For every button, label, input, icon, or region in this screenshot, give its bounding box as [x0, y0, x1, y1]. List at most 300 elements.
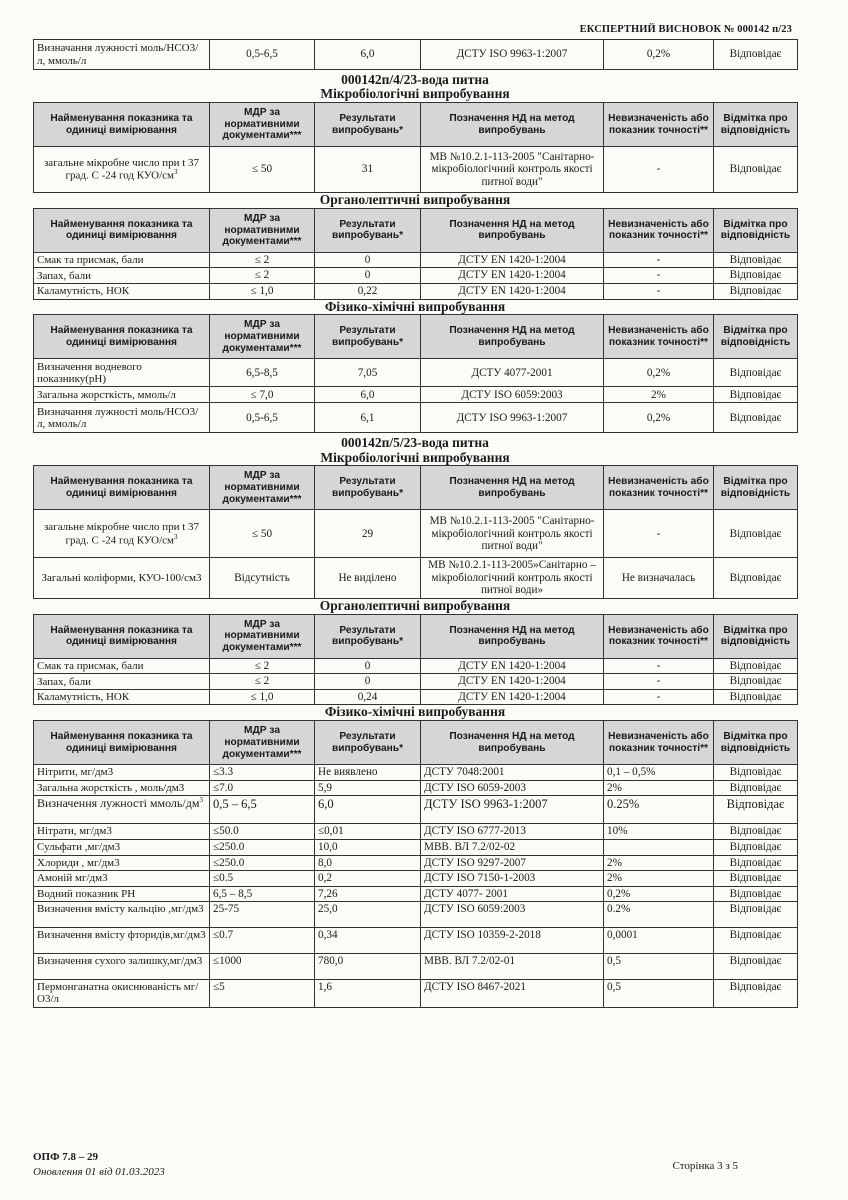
compliance-mark-text: Відповідає — [729, 856, 782, 869]
mdr-value — [210, 902, 315, 928]
uncertainty-text: 2% — [651, 388, 666, 401]
compliance-mark-text: Відповідає — [729, 659, 782, 672]
indicator-name — [34, 359, 210, 387]
uncertainty-text: 0,2% — [607, 887, 631, 900]
test-result — [315, 871, 421, 887]
test-result — [315, 283, 421, 299]
col-header-result: Результати випробувань* — [315, 466, 421, 510]
uncertainty — [604, 980, 714, 1008]
col-header-result: Результати випробувань* — [315, 208, 421, 252]
uncertainty — [604, 886, 714, 902]
mdr-value: 0,5-6,5 — [210, 40, 315, 70]
compliance-mark — [714, 403, 798, 433]
test-result — [315, 765, 421, 781]
method-doc-text: МВ №10.2.1-113-2005 "Санітарно-мікробіологічний контроль якості питної води" — [429, 515, 595, 553]
test-result — [315, 147, 421, 193]
col-header-result: Результати випробувань* — [315, 721, 421, 765]
compliance-mark — [714, 796, 798, 824]
test-result — [315, 796, 421, 824]
uncertainty-text: 0,5 — [607, 981, 621, 994]
table-row — [34, 954, 798, 980]
uncertainty — [604, 954, 714, 980]
section-title-phys: Фізико-хімічні випробування — [324, 298, 506, 314]
indicator-name-text: Каламутність, НОК — [37, 285, 130, 298]
method-doc-text: МВВ. ВЛ 7.2/02-02 — [424, 840, 516, 853]
compliance-mark — [714, 839, 798, 855]
test-result-text: 29 — [361, 527, 374, 540]
section-title-phys: Фізико-хімічні випробування — [324, 704, 506, 720]
test-result — [315, 359, 421, 387]
uncertainty-text: - — [656, 269, 661, 282]
col-header-name: Найменування показника та одиниці вимірювання — [34, 614, 210, 658]
compliance-mark — [714, 268, 798, 284]
uncertainty-text: 2% — [607, 856, 622, 869]
compliance-mark-text: Відповідає — [729, 872, 782, 885]
compliance-mark-text: Відповідає — [729, 284, 782, 297]
indicator-name-text: Водний показник РН — [37, 887, 136, 900]
mdr-value-text: ≤ 50 — [251, 163, 273, 176]
uncertainty-text: - — [656, 690, 661, 703]
mdr-value — [210, 796, 315, 824]
indicator-name-text: Визначення сухого залишку,мг/дм3 — [37, 955, 203, 968]
uncertainty — [604, 855, 714, 871]
mdr-value-text: 6,5-8,5 — [246, 366, 278, 379]
indicator-name — [34, 268, 210, 284]
mdr-value — [210, 980, 315, 1008]
compliance-mark — [714, 689, 798, 705]
superscript: 3 — [173, 532, 178, 541]
table-row — [34, 780, 798, 796]
indicator-name — [34, 558, 210, 599]
mdr-value — [210, 928, 315, 954]
indicator-name-text: Запах, бали — [37, 675, 91, 688]
table-row — [34, 252, 798, 268]
col-header-mark: Відмітка про відповідність — [714, 103, 798, 147]
table-row — [34, 359, 798, 387]
col-header-result: Результати випробувань* — [315, 103, 421, 147]
method-doc: ДСТУ ISO 9963-1:2007 — [421, 40, 604, 70]
test-result-text: 1,6 — [318, 981, 332, 994]
mdr-value-text: ≤ 2 — [254, 675, 270, 688]
method-doc-text: ДСТУ ISO 6777-2013 — [424, 825, 526, 838]
indicator-name — [34, 980, 210, 1008]
indicator-name — [34, 824, 210, 840]
uncertainty — [604, 674, 714, 690]
table-row — [34, 403, 798, 433]
col-header-mdr: МДР за нормативними документами*** — [210, 614, 315, 658]
table-row — [34, 871, 798, 887]
indicator-name-text: Нітрити, мг/дм3 — [37, 766, 114, 779]
indicator-name-text: Визначення лужності ммоль/дм — [37, 796, 200, 811]
table-row — [34, 268, 798, 284]
method-doc-text: ДСТУ 4077-2001 — [471, 366, 553, 379]
indicator-name-text: Запах, бали — [37, 269, 91, 282]
indicator-name-text: Смак та присмак, бали — [37, 659, 144, 672]
indicator-name-text: Каламутність, НОК — [37, 691, 130, 704]
indicator-name — [34, 510, 210, 558]
col-header-mark: Відмітка про відповідність — [714, 614, 798, 658]
phys-table — [33, 720, 798, 1007]
table-row — [34, 387, 798, 403]
mdr-value-text: 0,5 – 6,5 — [213, 797, 257, 812]
table-row — [34, 674, 798, 690]
mdr-value — [210, 954, 315, 980]
compliance-mark — [714, 824, 798, 840]
page-number: Сторінка 3 з 5 — [672, 1160, 738, 1172]
col-header-uncertainty: Невизначеність або показник точності** — [604, 315, 714, 359]
mdr-value — [210, 387, 315, 403]
method-doc-text: ДСТУ ISO 9297-2007 — [424, 856, 526, 869]
uncertainty — [604, 765, 714, 781]
col-header-mark: Відмітка про відповідність — [714, 315, 798, 359]
table-header-row — [34, 721, 798, 765]
test-result-text: 25,0 — [318, 903, 338, 916]
indicator-name-text: Нітрати, мг/дм3 — [37, 825, 112, 838]
mdr-value — [210, 510, 315, 558]
col-header-result: Результати випробувань* — [315, 315, 421, 359]
uncertainty — [604, 403, 714, 433]
compliance-mark — [714, 359, 798, 387]
uncertainty — [604, 283, 714, 299]
indicator-name — [34, 780, 210, 796]
uncertainty-text: 0,2% — [646, 411, 671, 424]
uncertainty: 0,2% — [604, 40, 714, 70]
test-result-text: 0 — [364, 659, 371, 672]
method-doc — [421, 886, 604, 902]
compliance-mark — [714, 674, 798, 690]
compliance-mark-text: Відповідає — [729, 388, 782, 401]
method-doc — [421, 780, 604, 796]
uncertainty — [604, 252, 714, 268]
mdr-value — [210, 147, 315, 193]
col-header-uncertainty: Невизначеність або показник точності** — [604, 466, 714, 510]
mdr-value-text: 6,5 – 8,5 — [213, 887, 253, 900]
indicator-name — [34, 855, 210, 871]
col-header-method: Позначення НД на метод випробувань — [421, 315, 604, 359]
indicator-name — [34, 886, 210, 902]
table-header-row — [34, 466, 798, 510]
compliance-mark — [714, 283, 798, 299]
uncertainty-text: 0,2% — [646, 366, 671, 379]
uncertainty — [604, 871, 714, 887]
indicator-name-text: Сульфати ,мг/дм3 — [37, 840, 121, 853]
table-row — [34, 928, 798, 954]
report-header: ЕКСПЕРТНИЙ ВИСНОВОК № 000142 п/23 — [579, 24, 792, 35]
col-header-mdr: МДР за нормативними документами*** — [210, 208, 315, 252]
indicator-name-text: загальне мікробне число при t 37 град. С -24 год КУО/см — [43, 156, 200, 182]
compliance-mark — [714, 387, 798, 403]
table-row — [34, 824, 798, 840]
method-doc — [421, 855, 604, 871]
method-doc-text: ДСТУ ISO 9963-1:2007 — [456, 411, 568, 424]
compliance-mark-text: Відповідає — [729, 253, 782, 266]
uncertainty — [604, 658, 714, 674]
indicator-name — [34, 954, 210, 980]
indicator-name — [34, 387, 210, 403]
test-result — [315, 252, 421, 268]
compliance-mark-text: Відповідає — [729, 366, 782, 379]
uncertainty-text: - — [656, 675, 661, 688]
method-doc-text: МВ №10.2.1-113-2005»Санітарно – мікробіологічний контроль якості питної води» — [428, 559, 596, 597]
indicator-name — [34, 147, 210, 193]
top-continuation-table — [33, 39, 798, 70]
method-doc-text: ДСТУ ISO 7150-1-2003 — [424, 872, 536, 885]
col-header-method: Позначення НД на метод випробувань — [421, 103, 604, 147]
col-header-name: Найменування показника та одиниці вимірювання — [34, 721, 210, 765]
compliance-mark-text: Відповідає — [729, 981, 782, 994]
test-result-text: 10,0 — [318, 840, 338, 853]
uncertainty — [604, 689, 714, 705]
method-doc — [421, 558, 604, 599]
table-row — [34, 147, 798, 193]
uncertainty — [604, 824, 714, 840]
test-result — [315, 855, 421, 871]
indicator-name-text: Визначення водневого показнику(pH) — [37, 360, 142, 385]
indicator-name — [34, 902, 210, 928]
test-result — [315, 387, 421, 403]
test-result-text: 0 — [364, 269, 371, 282]
method-doc-text: ДСТУ ISO 9963-1:2007 — [424, 797, 548, 812]
compliance-mark-text: Відповідає — [729, 903, 782, 916]
test-result — [315, 674, 421, 690]
uncertainty — [604, 359, 714, 387]
indicator-name-text: Загальна жорсткість, ммоль/л — [37, 388, 176, 401]
method-doc — [421, 928, 604, 954]
compliance-mark — [714, 886, 798, 902]
uncertainty — [604, 780, 714, 796]
method-doc — [421, 674, 604, 690]
phys-table — [33, 314, 798, 433]
section-title-micro: Мікробіологічні випробування — [320, 86, 510, 102]
method-doc-text: ДСТУ EN 1420-1:2004 — [458, 284, 566, 297]
compliance-mark — [714, 558, 798, 599]
method-doc — [421, 403, 604, 433]
uncertainty — [604, 268, 714, 284]
compliance-mark-text: Відповідає — [729, 840, 782, 853]
method-doc — [421, 839, 604, 855]
test-result-text: 7,26 — [318, 887, 338, 900]
sample-title: 000142п/4/23-вода питна — [341, 72, 489, 87]
col-header-mdr: МДР за нормативними документами*** — [210, 103, 315, 147]
indicator-name — [34, 871, 210, 887]
mdr-value — [210, 824, 315, 840]
table-row — [34, 980, 798, 1008]
compliance-mark-text: Відповідає — [729, 269, 782, 282]
compliance-mark-text: Відповідає — [729, 955, 782, 968]
mdr-value-text: ≤ 1,0 — [250, 284, 274, 297]
indicator-name-text: Визначення вмісту фторидів,мг/дм3 — [37, 929, 206, 942]
method-doc — [421, 980, 604, 1008]
compliance-mark — [714, 855, 798, 871]
mdr-value-text: ≤0.5 — [213, 872, 234, 885]
col-header-uncertainty: Невизначеність або показник точності** — [604, 721, 714, 765]
col-header-name: Найменування показника та одиниці вимірювання — [34, 315, 210, 359]
mdr-value-text: Відсутність — [234, 571, 290, 584]
test-result-text: 0,2 — [318, 872, 332, 885]
compliance-mark-text: Відповідає — [729, 571, 782, 584]
test-result — [315, 658, 421, 674]
compliance-mark-text: Відповідає — [729, 411, 782, 424]
test-result — [315, 403, 421, 433]
indicator-name — [34, 796, 210, 824]
indicator-name-text: Визначання лужності моль/НСО3/л, ммоль/л — [37, 405, 199, 430]
table-row — [34, 855, 798, 871]
table-row — [34, 658, 798, 674]
mdr-value — [210, 871, 315, 887]
col-header-uncertainty: Невизначеність або показник точності** — [604, 614, 714, 658]
uncertainty-text: - — [656, 163, 661, 176]
mdr-value-text: 0,5-6,5 — [246, 411, 278, 424]
method-doc-text: МВВ. ВЛ 7.2/02-01 — [424, 955, 516, 968]
test-result-text: 0,22 — [357, 284, 378, 297]
mdr-value — [210, 558, 315, 599]
mdr-value-text: ≤ 1,0 — [250, 690, 274, 703]
compliance-mark-text: Відповідає — [729, 163, 782, 176]
compliance-mark — [714, 902, 798, 928]
indicator-name-text: Хлориди , мг/дм3 — [37, 856, 120, 869]
uncertainty — [604, 558, 714, 599]
method-doc-text: ДСТУ ISO 6059-2003 — [424, 781, 526, 794]
sample-title: 000142п/5/23-вода питна — [341, 435, 489, 451]
table-header-row — [34, 315, 798, 359]
method-doc — [421, 954, 604, 980]
table-row — [34, 283, 798, 299]
mdr-value — [210, 855, 315, 871]
mdr-value — [210, 674, 315, 690]
test-result — [315, 839, 421, 855]
compliance-mark-text: Відповідає — [729, 929, 782, 942]
sample-5-section — [33, 436, 797, 1007]
col-header-name: Найменування показника та одиниці вимірювання — [34, 103, 210, 147]
method-doc — [421, 689, 604, 705]
table-row — [34, 765, 798, 781]
table-row — [34, 886, 798, 902]
method-doc-text: ДСТУ EN 1420-1:2004 — [458, 690, 566, 703]
indicator-name-text: Визначення вмісту кальцію ,мг/дм3 — [37, 903, 204, 916]
compliance-mark — [714, 954, 798, 980]
uncertainty-text: - — [656, 284, 661, 297]
col-header-mdr: МДР за нормативними документами*** — [210, 721, 315, 765]
method-doc-text: ДСТУ ISO 8467-2021 — [424, 981, 526, 994]
compliance-mark-text: Відповідає — [729, 825, 782, 838]
col-header-name: Найменування показника та одиниці вимірювання — [34, 208, 210, 252]
uncertainty-text: - — [656, 527, 661, 540]
test-result-text: 7,05 — [357, 366, 378, 379]
indicator-name-text: Пермонганатна окиснюваність мг/О3/л — [37, 981, 199, 1006]
test-result-text: Не виділено — [338, 571, 397, 584]
indicator-name-text: Загальні коліформи, КУО-100/см3 — [41, 572, 202, 585]
test-result — [315, 689, 421, 705]
compliance-mark-text: Відповідає — [726, 797, 785, 812]
mdr-value-text: ≤1000 — [213, 955, 242, 968]
method-doc-text: ДСТУ ISO 10359-2-2018 — [424, 929, 541, 942]
col-header-mark: Відмітка про відповідність — [714, 208, 798, 252]
mdr-value-text: ≤7.0 — [213, 781, 234, 794]
col-header-result: Результати випробувань* — [315, 614, 421, 658]
mdr-value — [210, 268, 315, 284]
mdr-value — [210, 886, 315, 902]
section-title-micro: Мікробіологічні випробування — [320, 449, 510, 465]
table-row — [34, 510, 798, 558]
table-row — [34, 40, 798, 70]
mdr-value — [210, 780, 315, 796]
compliance-mark-text: Відповідає — [729, 887, 782, 900]
method-doc — [421, 824, 604, 840]
col-header-method: Позначення НД на метод випробувань — [421, 208, 604, 252]
mdr-value — [210, 765, 315, 781]
table-header-row — [34, 103, 798, 147]
compliance-mark-text: Відповідає — [729, 690, 782, 703]
uncertainty — [604, 387, 714, 403]
test-result-text: 6,1 — [360, 411, 375, 424]
uncertainty-text: Не визначалась — [621, 571, 696, 584]
section-title-organo: Органолептичні випробування — [319, 192, 511, 208]
compliance-mark-text: Відповідає — [729, 781, 782, 794]
test-result-text: 5,9 — [318, 781, 332, 794]
uncertainty — [604, 796, 714, 824]
sample-4-section — [33, 73, 797, 433]
indicator-name — [34, 765, 210, 781]
uncertainty — [604, 902, 714, 928]
col-header-mdr: МДР за нормативними документами*** — [210, 466, 315, 510]
compliance-mark — [714, 658, 798, 674]
micro-table — [33, 465, 798, 599]
mdr-value-text: ≤250.0 — [213, 840, 245, 853]
mdr-value-text: ≤5 — [213, 981, 225, 994]
uncertainty-text: 2% — [607, 781, 622, 794]
uncertainty-text: 0.25% — [607, 797, 640, 812]
uncertainty-text: 0,0001 — [607, 929, 638, 942]
test-result — [315, 558, 421, 599]
compliance-mark-text: Відповідає — [729, 766, 782, 779]
col-header-mark: Відмітка про відповідність — [714, 721, 798, 765]
method-doc-text: ДСТУ ISO 6059:2003 — [461, 388, 563, 401]
uncertainty-text: 0,1 – 0,5% — [607, 766, 656, 779]
mdr-value-text: ≤ 7,0 — [250, 388, 274, 401]
micro-table — [33, 102, 798, 193]
mdr-value-text: ≤ 2 — [254, 659, 270, 672]
compliance-mark — [714, 510, 798, 558]
mdr-value-text: ≤3.3 — [213, 766, 234, 779]
mdr-value — [210, 252, 315, 268]
uncertainty-text: 0.2% — [607, 903, 631, 916]
mdr-value — [210, 283, 315, 299]
test-result: 6,0 — [315, 40, 421, 70]
indicator-name — [34, 658, 210, 674]
uncertainty — [604, 928, 714, 954]
indicator-name — [34, 252, 210, 268]
indicator-name-text: загальне мікробне число при t 37 град. С -24 год КУО/см — [43, 521, 200, 547]
method-doc — [421, 871, 604, 887]
compliance-mark-text: Відповідає — [729, 675, 782, 688]
uncertainty-text: - — [656, 253, 661, 266]
indicator-name-text: Загальна жорсткість , моль/дм3 — [37, 781, 185, 794]
method-doc-text: ДСТУ 4077- 2001 — [424, 887, 508, 900]
col-header-uncertainty: Невизначеність або показник точності** — [604, 208, 714, 252]
compliance-mark — [714, 765, 798, 781]
method-doc — [421, 902, 604, 928]
table-row — [34, 839, 798, 855]
col-header-method: Позначення НД на метод випробувань — [421, 721, 604, 765]
compliance-mark — [714, 871, 798, 887]
test-result-text: 780,0 — [318, 955, 344, 968]
test-result-text: 0,34 — [318, 929, 338, 942]
test-result — [315, 902, 421, 928]
method-doc-text: ДСТУ EN 1420-1:2004 — [458, 253, 566, 266]
compliance-mark — [714, 147, 798, 193]
mdr-value-text: ≤250.0 — [213, 856, 245, 869]
mdr-value — [210, 658, 315, 674]
